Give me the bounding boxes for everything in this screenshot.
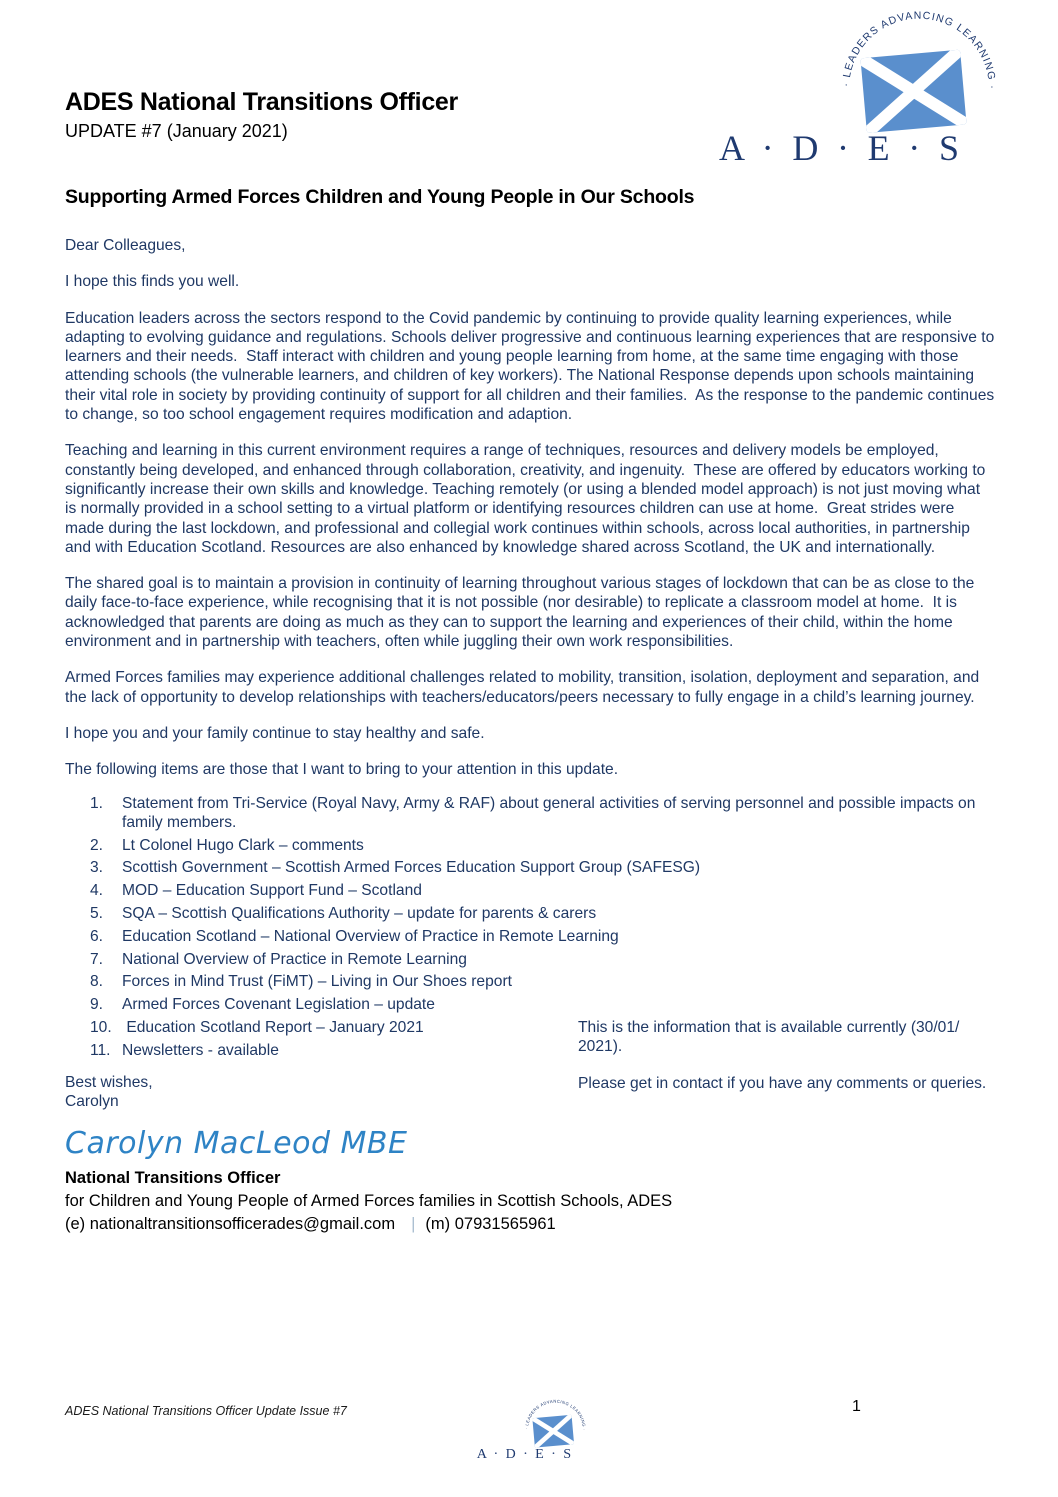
list-continued [65,1018,578,1112]
aside-paragraph: Please get in contact if you have any comments or queries. [578,1074,987,1092]
letter-body [0,186,1058,1236]
list-item-number: 7. [90,950,104,968]
closing-line: Best wishes, [65,1074,153,1092]
list-item [65,858,995,877]
list-item-number: 1. [90,794,104,812]
paragraph: The following items are those that I want to bring to your attention in this update. [65,761,619,779]
aside-notes [578,1018,995,1112]
list-item [65,1018,578,1037]
aside-paragraph: This is the information that is available currently (30/01/ 2021). [578,1019,964,1056]
phone-text: (m) 07931565961 [425,1214,556,1233]
list-item-number: 8. [90,973,104,991]
list-and-aside [65,1018,995,1112]
logo-letters: A · D · E · S [719,128,959,168]
email-text: (e) nationaltransitionsofficerades@gmail.com [65,1214,396,1233]
title-block [65,88,458,142]
list-item [65,950,995,969]
signer-org: for Children and Young People of Armed Forces families in Scottish Schools, ADES [65,1191,673,1210]
footer-ades-logo [472,1396,590,1468]
list-item-number: 10. [90,1019,112,1036]
list-item-text: Lt Colonel Hugo Clark – comments [122,836,364,854]
divider-pipe: | [411,1214,416,1233]
document-subtitle: UPDATE #7 (January 2021) [65,120,288,141]
handwritten-signature: Carolyn MacLeod MBE [65,1125,408,1161]
page-number: 1 [852,1398,861,1415]
list-item-text: National Overview of Practice in Remote Learning [122,950,467,968]
logo-arc-text: · LEADERS ADVANCING LEARNING · [839,9,999,91]
document-title: ADES National Transitions Officer [65,88,458,116]
list-item-text: SQA – Scottish Qualifications Authority – update for parents & carers [122,905,597,923]
list-item-number: 9. [90,996,104,1014]
list-item-number: 3. [90,859,104,877]
list-item [65,794,995,833]
list-item-number: 11. [90,1041,111,1059]
contact-line [65,1213,995,1236]
signer-role: National Transitions Officer [65,1168,281,1187]
list-item [65,904,995,923]
list-item [65,881,995,900]
list-item [65,836,995,855]
closing-lines [65,1073,578,1112]
paragraph: Armed Forces families may experience additional challenges related to mobility, transition, isolation, deployment and separation, and the lack of opportunity to develop relationships with teachers/educators/peers necessary to fully engage in a child’s learning journey. [65,669,984,706]
paragraph: I hope you and your family continue to stay healthy and safe. [65,724,485,742]
saltire-flag-icon [860,50,966,133]
main-heading: Supporting Armed Forces Children and Young People in Our Schools [65,186,695,208]
ades-logo [707,2,1007,172]
list-item [65,972,995,991]
list-item [65,995,995,1014]
closing-name: Carolyn [65,1093,119,1111]
footer-issue-text: ADES National Transitions Officer Update Issue #7 [65,1404,347,1418]
list-item-text: Education Scotland – National Overview of Practice in Remote Learning [122,927,619,945]
update-items-list [65,794,995,1015]
list-item [65,1041,578,1060]
list-item-text: Armed Forces Covenant Legislation – update [122,996,435,1014]
list-item [65,927,995,946]
list-item-text: Forces in Mind Trust (FiMT) – Living in Our Shoes report [122,973,512,991]
header [65,0,999,172]
list-item-text: Statement from Tri-Service (Royal Navy, Army & RAF) about general activities of serving personnel and possible impacts on family members. [122,794,980,831]
list-item-text: Newsletters - available [122,1041,279,1059]
list-item-text: Scottish Government – Scottish Armed Forces Education Support Group (SAFESG) [122,859,701,877]
list-item-number: 5. [90,905,104,923]
list-item-number: 4. [90,882,104,900]
paragraph: Teaching and learning in this current environment requires a range of techniques, resources and delivery models be employed, constantly being developed, and enhanced through collaboration, creativity, and ingenuity. These are offered by educators working to significantly increase their own skills and knowledge. Teaching remotely (or using a blended model approach) is not just moving what is normally provided in a school setting to a virtual platform or identifying resources children can use at home. Great strides were made during the last lockdown, and professional and collegial work continues within schools, across local authorities, in partnership and with Education Scotland. Resources are also enhanced by knowledge shared across Scotland, the UK and internationally. [65,442,990,556]
footer-ades-logo-icon [472,1396,590,1463]
paragraph: Education leaders across the sectors respond to the Covid pandemic by continuing to provide quality learning experiences, while adapting to evolving guidance and regulations. Schools deliver progressive and continuous learning experiences that are responsive to learners and their needs. Staff interact with children and young people learning from home, at the same time engaging with those attending schools (the vulnerable learners, and children of key workers). The National Response depends upon schools maintaining their vital role in society by providing continuity of support for all children and their families. As the response to the pandemic continues to change, so too school engagement requires modification and adaption. [65,309,999,424]
salutation: Dear Colleagues, [65,237,186,254]
list-item-text: MOD – Education Support Fund – Scotland [122,882,422,900]
list-item-number: 6. [90,927,104,945]
paragraph: The shared goal is to maintain a provision in continuity of learning throughout various stages of lockdown that can be as close to the daily face-to-face experience, while recognising that it is not possible (nor desirable) to replicate a classroom model at home. It is acknowledged that parents are doing as much as they can to support the learning and experiences of their child, within the home environment and in partnership with teachers, often while juggling their own work responsibilities. [65,575,979,651]
paragraph: I hope this finds you well. [65,273,240,291]
ades-logo-icon [707,2,1007,172]
list-item-number: 2. [90,836,104,854]
list-item-text: Education Scotland Report – January 2021 [122,1019,424,1036]
